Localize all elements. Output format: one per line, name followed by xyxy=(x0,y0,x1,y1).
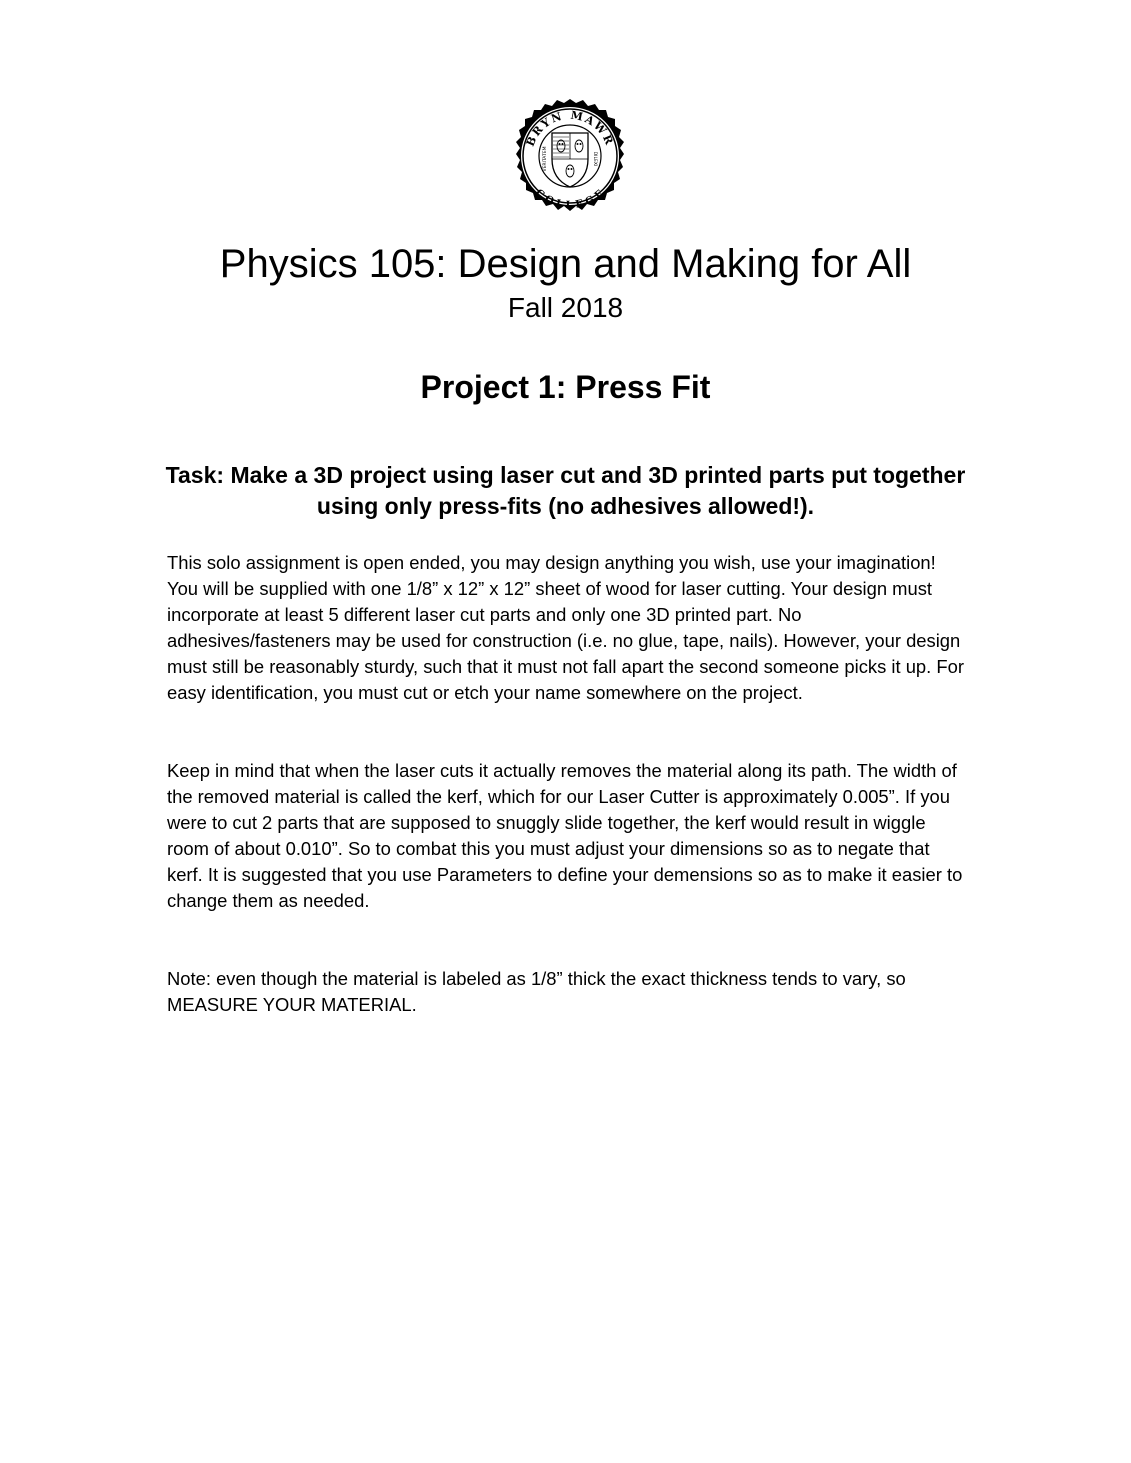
college-seal-logo xyxy=(510,97,630,217)
task-statement: Task: Make a 3D project using laser cut and 3D printed parts put together using only press-fits (no adhesives allowed!). xyxy=(165,462,966,519)
paragraph-note: Note: even though the material is labeled as 1/8” thick the exact thickness tends to vary, so MEASURE YOUR MATERIAL. xyxy=(167,968,906,1015)
paragraph-kerf: Keep in mind that when the laser cuts it actually removes the material along its path. The width of the removed material is called the kerf, which for our Laser Cutter is approximately 0.005”. If you were to cut 2 parts that are supposed to snuggly slide together, the kerf would result in wiggle room of about 0.010”. So to combat this you must adjust your dimensions so as to negate that kerf. It is suggested that you use Parameters to define your demensions so as to make it easier to change them as needed. xyxy=(167,760,963,911)
course-title: Physics 105: Design and Making for All xyxy=(219,242,912,286)
paragraph-assignment: This solo assignment is open ended, you may design anything you wish, use your imagination! You will be supplied with one 1/8” x 12” x 12” sheet of wood for laser cutting. Your design must incorporate at least 5 different laser cut parts and only one 3D printed part. No adhesives/fasteners may be used for construction (i.e. no glue, tape, nails). However, your design must still be reasonably sturdy, such that it must not fall apart the second someone picks it up. For easy identification, you must cut or etch your name somewhere on the project. xyxy=(167,552,964,703)
project-title: Project 1: Press Fit xyxy=(420,369,711,405)
svg-text:COLLEGE: COLLEGE xyxy=(533,187,607,212)
svg-text:BRYN MAWR: BRYN MAWR xyxy=(523,108,617,149)
svg-text:VERITATEM: VERITATEM xyxy=(543,146,548,172)
svg-text:DILEXI: DILEXI xyxy=(592,151,597,167)
course-term: Fall 2018 xyxy=(507,292,624,323)
